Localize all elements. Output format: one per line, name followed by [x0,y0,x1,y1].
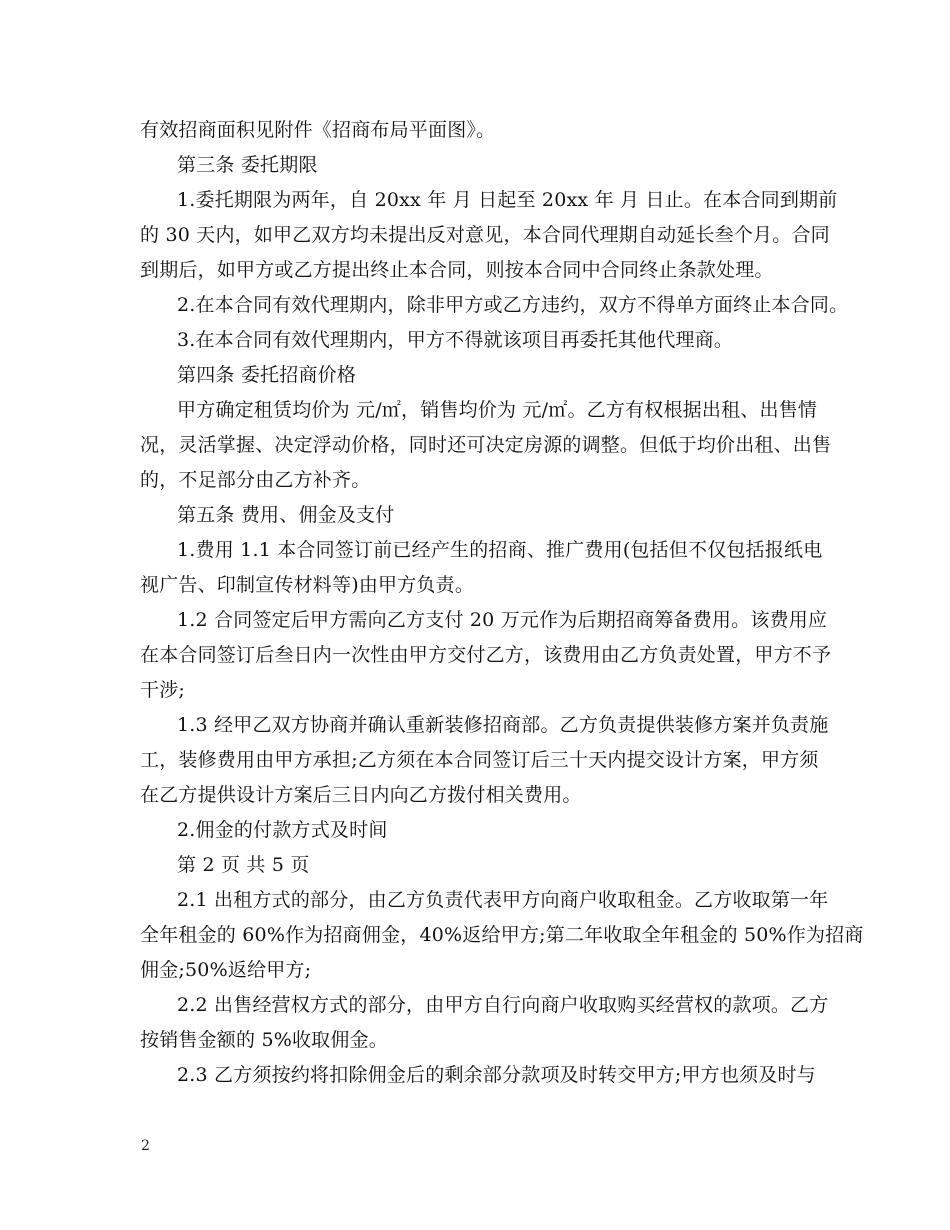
body-line: 在乙方提供设计方案后三日内向乙方拨付相关费用。 [140,784,582,806]
body-line: 工，装修费用由甲方承担;乙方须在本合同签订后三十天内提交设计方案，甲方须 [140,749,819,771]
body-line: 到期后，如甲方或乙方提出终止本合同，则按本合同中合同终止条款处理。 [140,259,774,281]
body-line: 况，灵活掌握、决定浮动价格，同时还可决定房源的调整。但低于均价出租、出售 [140,434,832,456]
page-number: 2 [141,1138,150,1154]
body-line: 2.2 出售经营权方式的部分，由甲方自行向商户收取购买经营权的款项。乙方 [177,994,829,1016]
body-line: 干涉; [140,679,186,701]
body-line: 1.3 经甲乙双方协商并确认重新装修招商部。乙方负责提供装修方案并负责施 [177,714,829,736]
body-line: 2.1 出租方式的部分，由乙方负责代表甲方向商户收取租金。乙方收取第一年 [177,889,829,911]
body-line: 佣金;50%返给甲方; [140,959,312,981]
body-line: 的，不足部分由乙方补齐。 [140,469,371,491]
body-line: 在本合同签订后叁日内一次性由甲方交付乙方，该费用由乙方负责处置，甲方不予 [140,644,832,666]
body-line: 按销售金额的 5%收取佣金。 [140,1029,388,1051]
body-line: 2.佣金的付款方式及时间 [177,819,388,841]
body-line: 3.在本合同有效代理期内，甲方不得就该项目再委托其他代理商。 [177,329,734,351]
body-line: 1.2 合同签定后甲方需向乙方支付 20 万元作为后期招商筹备费用。该费用应 [177,609,828,631]
body-line: 甲方确定租赁均价为 元/㎡，销售均价为 元/㎡。乙方有权根据出租、出售情 [177,399,818,421]
body-line: 2.在本合同有效代理期内，除非甲方或乙方违约，双方不得单方面终止本合同。 [177,294,849,316]
body-line: 有效招商面积见附件《招商布局平面图》。 [140,119,496,141]
page-counter-text: 第 2 页 共 5 页 [177,854,310,876]
section-heading: 第四条 委托招商价格 [177,364,357,386]
section-heading: 第五条 费用、佣金及支付 [177,504,395,526]
body-line: 1.费用 1.1 本合同签订前已经产生的招商、推广费用(包括但不仅包括报纸电 [177,539,823,561]
body-line: 视广告、印制宣传材料等)由甲方负责。 [140,574,475,596]
body-line: 2.3 乙方须按约将扣除佣金后的剩余部分款项及时转交甲方;甲方也须及时与 [177,1064,816,1086]
body-line: 全年租金的 60%作为招商佣金，40%返给甲方;第二年收取全年租金的 50%作为招商 [140,924,864,946]
section-heading: 第三条 委托期限 [177,154,318,176]
body-line: 的 30 天内，如甲乙双方均未提出反对意见，本合同代理期自动延长叁个月。合同 [140,224,830,246]
body-line: 1.委托期限为两年，自 20xx 年 月 日起至 20xx 年 月 日止。在本合同到期前 [177,189,838,211]
